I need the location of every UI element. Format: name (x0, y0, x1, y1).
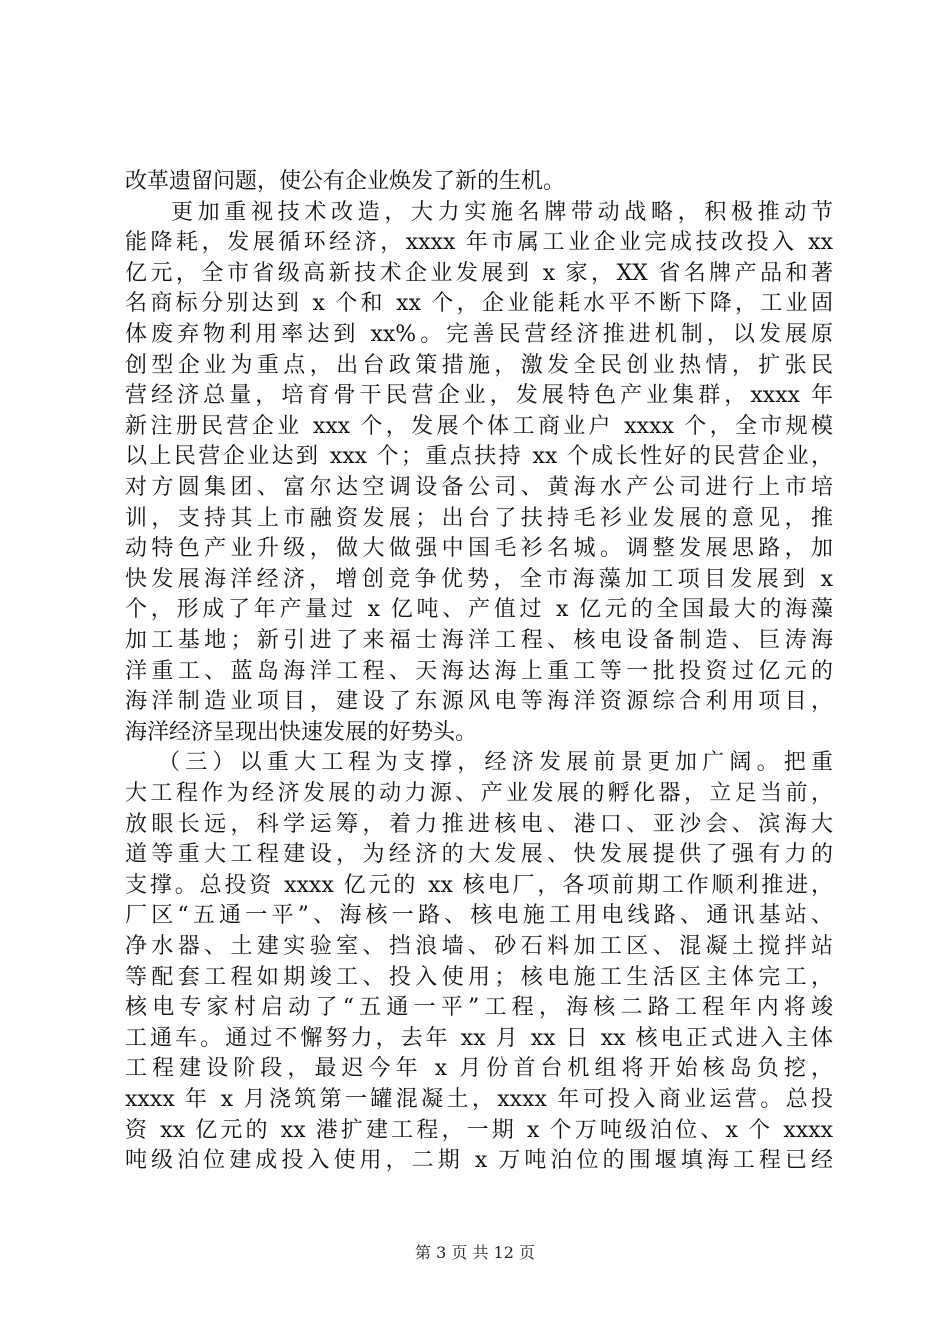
text-line: 等配套工程如期竣工、投入使用；核电施工生活区主体完工， (125, 965, 833, 990)
text-line: 动特色产业升级，做大做强中国毛衫名城。调整发展思路，加 (125, 536, 833, 561)
text-line: 工程建设阶段，最迟今年 x 月份首台机组将开始核岛负挖， (125, 1056, 833, 1081)
text-line: 加工基地；新引进了来福士海洋工程、核电设备制造、巨涛海 (125, 628, 833, 653)
text-line: 支撑。总投资 xxxx 亿元的 xx 核电厂，各项前期工作顺利推进， (125, 873, 833, 898)
text-line: 对方圆集团、富尔达空调设备公司、黄海水产公司进行上市培 (125, 475, 833, 500)
text-line: 训，支持其上市融资发展；出台了扶持毛衫业发展的意见，推 (125, 506, 833, 531)
text-line: 亿元，全市省级高新技术企业发展到 x 家，XX 省名牌产品和著 (125, 261, 833, 286)
text-line: xxxx 年 x 月浇筑第一罐混凝土，xxxx 年可投入商业运营。总投 (125, 1087, 833, 1112)
text-line: 个，形成了年产量过 x 亿吨、产值过 x 亿元的全国最大的海藻 (125, 597, 833, 622)
text-line: 放眼长远，科学运筹，着力推进核电、港口、亚沙会、滨海大 (125, 812, 833, 837)
text-line: 海洋制造业项目，建设了东源风电等海洋资源综合利用项目， (125, 689, 833, 714)
page-number-footer: 第 3 页 共 12 页 (415, 1243, 535, 1262)
text-line: 道等重大工程建设，为经济的大发展、快发展提供了强有力的 (125, 842, 833, 867)
text-line: 新注册民营企业 xxx 个，发展个体工商业户 xxxx 个，全市规模 (125, 414, 833, 439)
text-line: 净水器、土建实验室、挡浪墙、砂石料加工区、混凝土搅拌站 (125, 934, 833, 959)
text-line: 厂区“五通一平”、海核一路、核电施工用电线路、通讯基站、 (125, 903, 833, 928)
text-line: 海洋经济呈现出快速发展的好势头。 (125, 720, 478, 745)
text-line: 以上民营企业达到 xxx 个；重点扶持 xx 个成长性好的民营企业， (125, 444, 833, 469)
text-line: 工通车。通过不懈努力，去年 xx 月 xx 日 xx 核电正式进入主体 (125, 1026, 833, 1051)
text-line: 营经济总量，培育骨干民营企业，发展特色产业集群，xxxx 年 (125, 383, 833, 408)
text-line: 吨级泊位建成投入使用，二期 x 万吨泊位的围堰填海工程已经 (125, 1148, 833, 1173)
text-line: 名商标分别达到 x 个和 xx 个，企业能耗水平不断下降，工业固 (125, 291, 833, 316)
text-line: 更加重视技术改造，大力实施名牌带动战略，积极推动节 (171, 200, 833, 225)
text-line: 改革遗留问题，使公有企业焕发了新的生机。 (125, 169, 566, 194)
section-heading-line: （三）以重大工程为支撑，经济发展前景更加广阔。把重 (158, 750, 833, 775)
text-line: 体废弃物利用率达到 xx%。完善民营经济推进机制，以发展原 (125, 322, 833, 347)
text-line: 创型企业为重点，出台政策措施，激发全民创业热情，扩张民 (125, 353, 833, 378)
text-line: 核电专家村启动了“五通一平”工程，海核二路工程年内将竣 (125, 995, 833, 1020)
text-line: 能降耗，发展循环经济，xxxx 年市属工业企业完成技改投入 xx (125, 230, 833, 255)
text-line: 快发展海洋经济，增创竞争优势，全市海藻加工项目发展到 x (125, 567, 833, 592)
text-line: 大工程作为经济发展的动力源、产业发展的孵化器，立足当前， (125, 781, 833, 806)
text-line: 洋重工、蓝岛海洋工程、天海达海上重工等一批投资过亿元的 (125, 659, 833, 684)
text-line: 资 xx 亿元的 xx 港扩建工程，一期 x 个万吨级泊位、x 个 xxxx (125, 1118, 833, 1143)
